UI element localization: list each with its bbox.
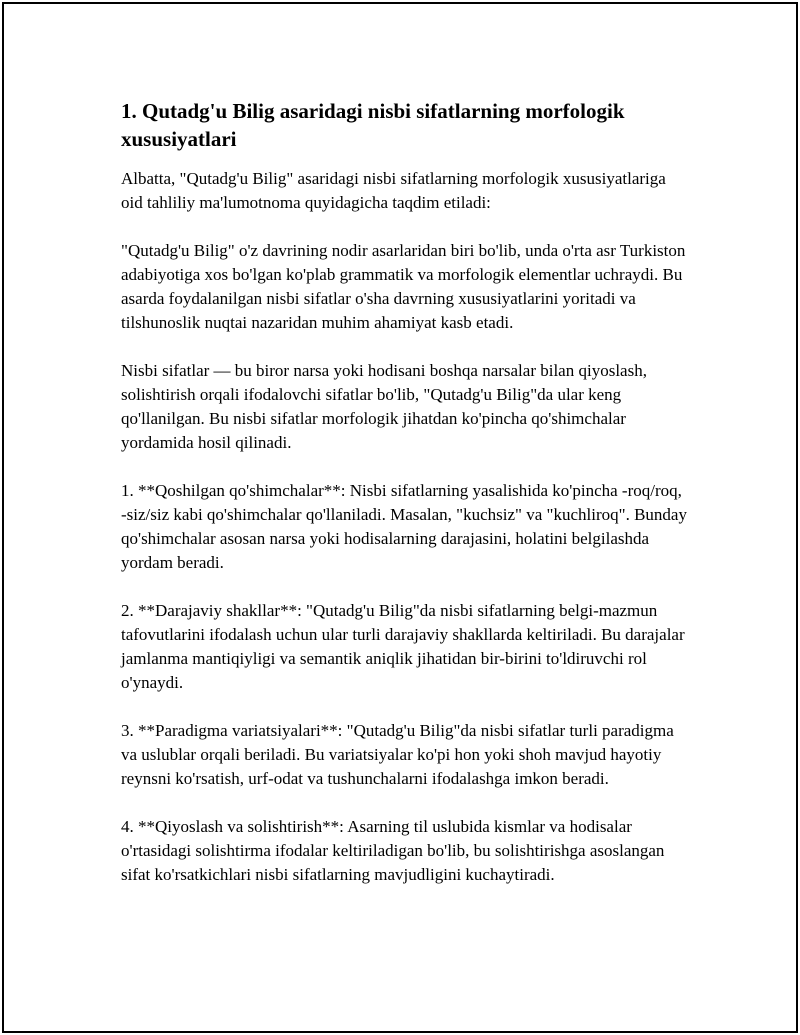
paragraph-point-4: 4. **Qiyoslash va solishtirish**: Asarning til uslubida kismlar va hodisalar o'rtasidagi solishtirma ifodalar keltiriladigan bo'lib, bu solishtirishga asoslangan sifat ko'rsatkichlari nisbi sifatlarning mavjudligini kuchaytiradi. (121, 817, 665, 884)
paragraph-point-1: 1. **Qoshilgan qo'shimchalar**: Nisbi sifatlarning yasalishida ko'pincha -roq/roq, -siz/siz kabi qo'shimchalar qo'llaniladi. Masalan, "kuchsiz" va "kuchliroq". Bunday qo'shimchalar asosan narsa yoki hodisalarning darajasini, holatini belgilashda yordam beradi. (121, 481, 687, 572)
paragraph-definition: Nisbi sifatlar — bu biror narsa yoki hodisani boshqa narsalar bilan qiyoslash, solishtirish orqali ifodalovchi sifatlar bo'lib, "Qutadg'u Bilig"da ular keng qo'llanilgan. Bu nisbi sifatlar morfologik jihatdan ko'pincha qo'shimchalar yordamida hosil qilinadi. (121, 361, 647, 452)
document-body (121, 97, 691, 887)
paragraph-point-3: 3. **Paradigma variatsiyalari**: "Qutadg'u Bilig"da nisbi sifatlar turli paradigma va uslublar orqali beriladi. Bu variatsiyalar ko'pi hon yoki shoh mavjud hayotiy reynsni ko'rsatish, urf-odat va tushunchalarni ifodalashga imkon beradi. (121, 721, 674, 788)
document-page (2, 2, 798, 1033)
paragraph-background: "Qutadg'u Bilig" o'z davrining nodir asarlaridan biri bo'lib, unda o'rta asr Turkiston adabiyotiga xos bo'lgan ko'plab grammatik va morfologik elementlar uchraydi. Bu asarda foydalanilgan nisbi sifatlar o'sha davrning xususiyatlarini yoritadi va tilshunoslik nuqtai nazaridan muhim ahamiyat kasb etadi. (121, 241, 686, 332)
paragraph-point-2: 2. **Darajaviy shakllar**: "Qutadg'u Bilig"da nisbi sifatlarning belgi-mazmun tafovutlarini ifodalash uchun ular turli darajaviy shakllarda keltiriladi. Bu darajalar jamlanma mantiqiyligi va semantik aniqlik jihatidan bir-birini to'ldiruvchi rol o'ynaydi. (121, 601, 685, 692)
document-title: 1. Qutadg'u Bilig asaridagi nisbi sifatlarning morfologik xususiyatlari (121, 99, 625, 151)
paragraph-intro: Albatta, "Qutadg'u Bilig" asaridagi nisbi sifatlarning morfologik xususiyatlariga oid tahliliy ma'lumotnoma quyidagicha taqdim etiladi: (121, 169, 666, 212)
